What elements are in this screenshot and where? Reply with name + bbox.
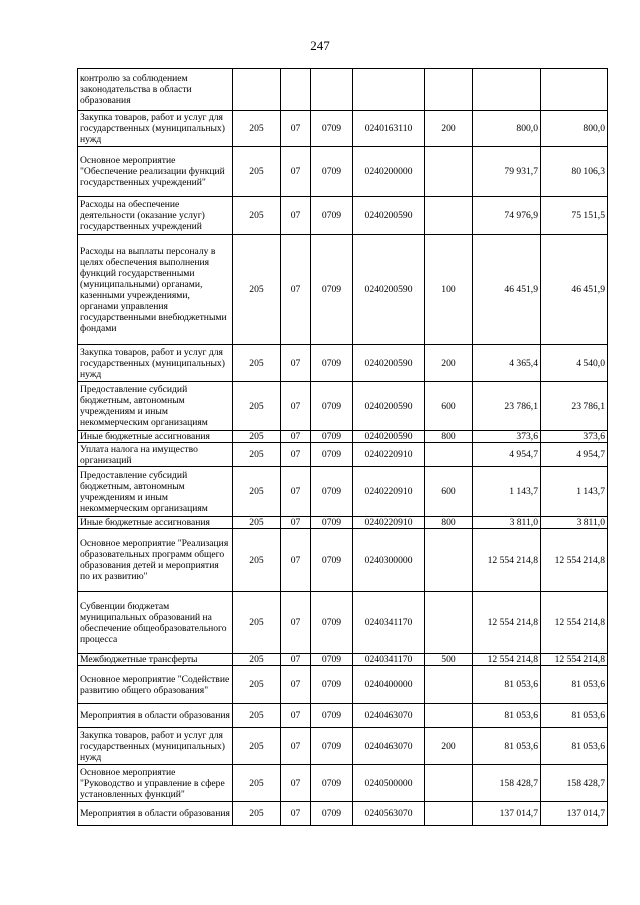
grbs-code-cell: 205 bbox=[233, 517, 281, 529]
table-row bbox=[78, 529, 608, 592]
grbs-code-cell: 205 bbox=[233, 666, 281, 704]
grbs-code-cell: 205 bbox=[233, 197, 281, 235]
row-name-cell: Иные бюджетные ассигнования bbox=[78, 517, 233, 529]
amount-year1-cell: 12 554 214,8 bbox=[473, 592, 541, 654]
amount-year1-cell: 373,6 bbox=[473, 431, 541, 443]
row-name-cell: Основное мероприятие "Реализация образовательных программ общего образования детей и мероприятия по их развитию" bbox=[78, 529, 233, 592]
section-code-cell: 07 bbox=[281, 517, 311, 529]
row-name-cell: Мероприятия в области образования bbox=[78, 802, 233, 826]
table-row bbox=[78, 765, 608, 802]
subsection-code-cell: 0709 bbox=[311, 197, 353, 235]
target-article-cell: 0240220910 bbox=[353, 443, 425, 467]
expense-type-cell: 600 bbox=[425, 382, 473, 431]
table-row bbox=[78, 197, 608, 235]
table-row bbox=[78, 802, 608, 826]
target-article-cell: 0240200590 bbox=[353, 382, 425, 431]
amount-year2-cell: 12 554 214,8 bbox=[541, 654, 608, 666]
row-name-cell: контролю за соблюдением законодательства в области образования bbox=[78, 69, 233, 111]
row-name-cell: Закупка товаров, работ и услуг для государственных (муниципальных) нужд bbox=[78, 111, 233, 147]
table-row bbox=[78, 431, 608, 443]
table-row bbox=[78, 382, 608, 431]
table-row bbox=[78, 235, 608, 345]
target-article-cell: 0240200000 bbox=[353, 147, 425, 197]
section-code-cell: 07 bbox=[281, 765, 311, 802]
section-code-cell: 07 bbox=[281, 728, 311, 765]
target-article-cell: 0240463070 bbox=[353, 704, 425, 728]
expense-type-cell bbox=[425, 592, 473, 654]
grbs-code-cell bbox=[233, 69, 281, 111]
expense-type-cell bbox=[425, 704, 473, 728]
grbs-code-cell: 205 bbox=[233, 765, 281, 802]
expense-type-cell bbox=[425, 666, 473, 704]
amount-year2-cell: 81 053,6 bbox=[541, 728, 608, 765]
subsection-code-cell: 0709 bbox=[311, 704, 353, 728]
row-name-cell: Предоставление субсидий бюджетным, автономным учреждениям и иным некоммерческим организациям bbox=[78, 382, 233, 431]
grbs-code-cell: 205 bbox=[233, 467, 281, 517]
table-row bbox=[78, 728, 608, 765]
amount-year1-cell bbox=[473, 69, 541, 111]
amount-year2-cell: 81 053,6 bbox=[541, 666, 608, 704]
expense-type-cell bbox=[425, 69, 473, 111]
budget-table-body bbox=[78, 69, 608, 826]
subsection-code-cell: 0709 bbox=[311, 765, 353, 802]
amount-year2-cell: 3 811,0 bbox=[541, 517, 608, 529]
section-code-cell: 07 bbox=[281, 592, 311, 654]
table-row bbox=[78, 345, 608, 382]
grbs-code-cell: 205 bbox=[233, 235, 281, 345]
grbs-code-cell: 205 bbox=[233, 443, 281, 467]
section-code-cell: 07 bbox=[281, 197, 311, 235]
section-code-cell: 07 bbox=[281, 443, 311, 467]
amount-year2-cell: 81 053,6 bbox=[541, 704, 608, 728]
subsection-code-cell: 0709 bbox=[311, 443, 353, 467]
amount-year2-cell: 12 554 214,8 bbox=[541, 592, 608, 654]
row-name-cell: Закупка товаров, работ и услуг для государственных (муниципальных) нужд bbox=[78, 345, 233, 382]
target-article-cell bbox=[353, 69, 425, 111]
grbs-code-cell: 205 bbox=[233, 529, 281, 592]
section-code-cell: 07 bbox=[281, 704, 311, 728]
table-row bbox=[78, 147, 608, 197]
expense-type-cell bbox=[425, 529, 473, 592]
section-code-cell: 07 bbox=[281, 111, 311, 147]
row-name-cell: Межбюджетные трансферты bbox=[78, 654, 233, 666]
section-code-cell: 07 bbox=[281, 529, 311, 592]
expense-type-cell: 800 bbox=[425, 517, 473, 529]
section-code-cell bbox=[281, 69, 311, 111]
subsection-code-cell: 0709 bbox=[311, 529, 353, 592]
amount-year2-cell bbox=[541, 69, 608, 111]
grbs-code-cell: 205 bbox=[233, 345, 281, 382]
grbs-code-cell: 205 bbox=[233, 431, 281, 443]
amount-year1-cell: 12 554 214,8 bbox=[473, 529, 541, 592]
row-name-cell: Закупка товаров, работ и услуг для государственных (муниципальных) нужд bbox=[78, 728, 233, 765]
amount-year2-cell: 137 014,7 bbox=[541, 802, 608, 826]
amount-year1-cell: 158 428,7 bbox=[473, 765, 541, 802]
amount-year1-cell: 81 053,6 bbox=[473, 704, 541, 728]
row-name-cell: Иные бюджетные ассигнования bbox=[78, 431, 233, 443]
subsection-code-cell: 0709 bbox=[311, 592, 353, 654]
grbs-code-cell: 205 bbox=[233, 802, 281, 826]
subsection-code-cell: 0709 bbox=[311, 235, 353, 345]
amount-year1-cell: 79 931,7 bbox=[473, 147, 541, 197]
amount-year2-cell: 80 106,3 bbox=[541, 147, 608, 197]
target-article-cell: 0240200590 bbox=[353, 431, 425, 443]
table-row bbox=[78, 704, 608, 728]
expense-type-cell bbox=[425, 197, 473, 235]
subsection-code-cell: 0709 bbox=[311, 654, 353, 666]
amount-year1-cell: 74 976,9 bbox=[473, 197, 541, 235]
target-article-cell: 0240563070 bbox=[353, 802, 425, 826]
expense-type-cell: 800 bbox=[425, 431, 473, 443]
amount-year2-cell: 4 540,0 bbox=[541, 345, 608, 382]
expense-type-cell bbox=[425, 765, 473, 802]
table-row bbox=[78, 69, 608, 111]
table-row bbox=[78, 467, 608, 517]
amount-year1-cell: 4 365,4 bbox=[473, 345, 541, 382]
subsection-code-cell: 0709 bbox=[311, 467, 353, 517]
target-article-cell: 0240200590 bbox=[353, 197, 425, 235]
amount-year1-cell: 81 053,6 bbox=[473, 666, 541, 704]
grbs-code-cell: 205 bbox=[233, 147, 281, 197]
target-article-cell: 0240200590 bbox=[353, 235, 425, 345]
subsection-code-cell: 0709 bbox=[311, 345, 353, 382]
grbs-code-cell: 205 bbox=[233, 728, 281, 765]
amount-year1-cell: 800,0 bbox=[473, 111, 541, 147]
subsection-code-cell: 0709 bbox=[311, 728, 353, 765]
row-name-cell: Расходы на выплаты персоналу в целях обеспечения выполнения функций государственными (муниципальными) органами, казенными учреждениями, органами управления государственными внебюджетными фондами bbox=[78, 235, 233, 345]
grbs-code-cell: 205 bbox=[233, 382, 281, 431]
target-article-cell: 0240341170 bbox=[353, 592, 425, 654]
amount-year2-cell: 1 143,7 bbox=[541, 467, 608, 517]
target-article-cell: 0240220910 bbox=[353, 467, 425, 517]
amount-year2-cell: 12 554 214,8 bbox=[541, 529, 608, 592]
amount-year2-cell: 158 428,7 bbox=[541, 765, 608, 802]
amount-year2-cell: 46 451,9 bbox=[541, 235, 608, 345]
expense-type-cell: 200 bbox=[425, 728, 473, 765]
amount-year2-cell: 4 954,7 bbox=[541, 443, 608, 467]
row-name-cell: Предоставление субсидий бюджетным, автономным учреждениям и иным некоммерческим организациям bbox=[78, 467, 233, 517]
expense-type-cell bbox=[425, 147, 473, 197]
section-code-cell: 07 bbox=[281, 147, 311, 197]
row-name-cell: Мероприятия в области образования bbox=[78, 704, 233, 728]
section-code-cell: 07 bbox=[281, 431, 311, 443]
amount-year1-cell: 46 451,9 bbox=[473, 235, 541, 345]
section-code-cell: 07 bbox=[281, 345, 311, 382]
target-article-cell: 0240463070 bbox=[353, 728, 425, 765]
subsection-code-cell: 0709 bbox=[311, 666, 353, 704]
grbs-code-cell: 205 bbox=[233, 654, 281, 666]
amount-year2-cell: 373,6 bbox=[541, 431, 608, 443]
section-code-cell: 07 bbox=[281, 382, 311, 431]
amount-year1-cell: 23 786,1 bbox=[473, 382, 541, 431]
table-row bbox=[78, 111, 608, 147]
table-row bbox=[78, 443, 608, 467]
table-row bbox=[78, 666, 608, 704]
amount-year1-cell: 3 811,0 bbox=[473, 517, 541, 529]
amount-year1-cell: 81 053,6 bbox=[473, 728, 541, 765]
subsection-code-cell: 0709 bbox=[311, 382, 353, 431]
row-name-cell: Расходы на обеспечение деятельности (оказание услуг) государственных учреждений bbox=[78, 197, 233, 235]
budget-table bbox=[77, 68, 608, 826]
table-row bbox=[78, 654, 608, 666]
expense-type-cell: 600 bbox=[425, 467, 473, 517]
expense-type-cell bbox=[425, 802, 473, 826]
amount-year2-cell: 75 151,5 bbox=[541, 197, 608, 235]
subsection-code-cell bbox=[311, 69, 353, 111]
row-name-cell: Основное мероприятие "Обеспечение реализации функций государственных учреждений" bbox=[78, 147, 233, 197]
amount-year1-cell: 1 143,7 bbox=[473, 467, 541, 517]
subsection-code-cell: 0709 bbox=[311, 147, 353, 197]
row-name-cell: Субвенции бюджетам муниципальных образований на обеспечение общеобразовательного процесса bbox=[78, 592, 233, 654]
amount-year1-cell: 137 014,7 bbox=[473, 802, 541, 826]
amount-year2-cell: 800,0 bbox=[541, 111, 608, 147]
section-code-cell: 07 bbox=[281, 235, 311, 345]
amount-year2-cell: 23 786,1 bbox=[541, 382, 608, 431]
section-code-cell: 07 bbox=[281, 654, 311, 666]
amount-year1-cell: 12 554 214,8 bbox=[473, 654, 541, 666]
expense-type-cell: 200 bbox=[425, 345, 473, 382]
row-name-cell: Основное мероприятие "Содействие развитию общего образования" bbox=[78, 666, 233, 704]
target-article-cell: 0240500000 bbox=[353, 765, 425, 802]
expense-type-cell bbox=[425, 443, 473, 467]
target-article-cell: 0240400000 bbox=[353, 666, 425, 704]
table-row bbox=[78, 517, 608, 529]
table-row bbox=[78, 592, 608, 654]
expense-type-cell: 500 bbox=[425, 654, 473, 666]
grbs-code-cell: 205 bbox=[233, 704, 281, 728]
grbs-code-cell: 205 bbox=[233, 111, 281, 147]
subsection-code-cell: 0709 bbox=[311, 111, 353, 147]
section-code-cell: 07 bbox=[281, 802, 311, 826]
target-article-cell: 0240300000 bbox=[353, 529, 425, 592]
grbs-code-cell: 205 bbox=[233, 592, 281, 654]
target-article-cell: 0240163110 bbox=[353, 111, 425, 147]
amount-year1-cell: 4 954,7 bbox=[473, 443, 541, 467]
page-number: 247 bbox=[310, 38, 330, 53]
subsection-code-cell: 0709 bbox=[311, 802, 353, 826]
row-name-cell: Уплата налога на имущество организаций bbox=[78, 443, 233, 467]
subsection-code-cell: 0709 bbox=[311, 431, 353, 443]
expense-type-cell: 200 bbox=[425, 111, 473, 147]
section-code-cell: 07 bbox=[281, 666, 311, 704]
section-code-cell: 07 bbox=[281, 467, 311, 517]
expense-type-cell: 100 bbox=[425, 235, 473, 345]
target-article-cell: 0240220910 bbox=[353, 517, 425, 529]
subsection-code-cell: 0709 bbox=[311, 517, 353, 529]
target-article-cell: 0240200590 bbox=[353, 345, 425, 382]
row-name-cell: Основное мероприятие "Руководство и управление в сфере установленных функций" bbox=[78, 765, 233, 802]
target-article-cell: 0240341170 bbox=[353, 654, 425, 666]
